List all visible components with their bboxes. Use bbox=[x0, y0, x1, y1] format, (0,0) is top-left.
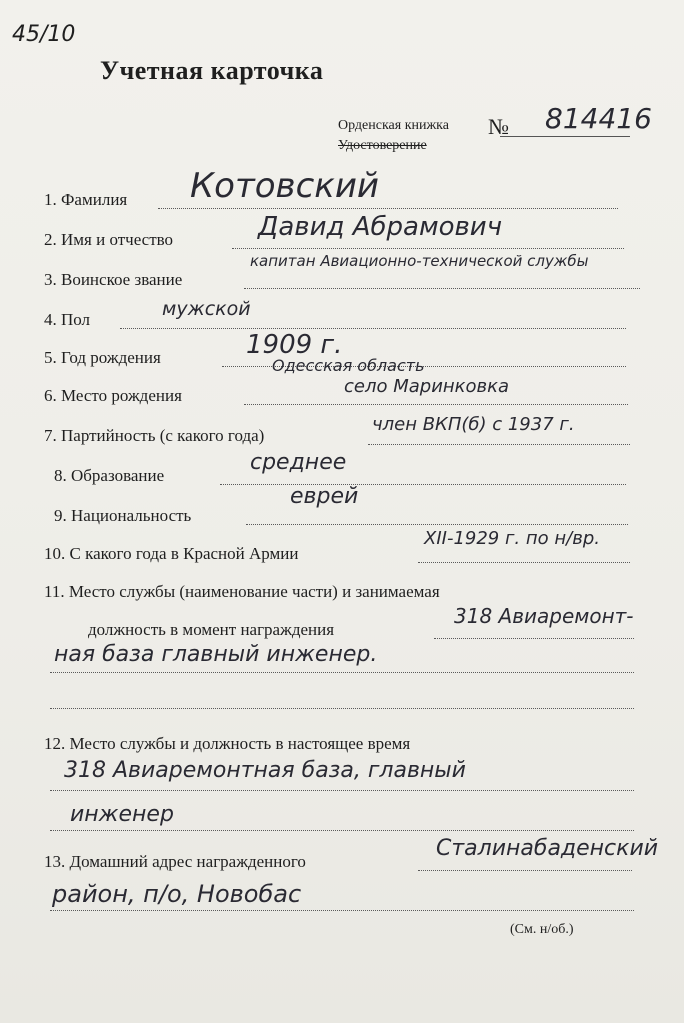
field-9-value: еврей bbox=[290, 484, 359, 509]
field-12-value-line1: 318 Авиаремонтная база, главный bbox=[64, 758, 466, 783]
field-1-value: Котовский bbox=[190, 166, 380, 206]
field-6-label: 6. Место рождения bbox=[44, 386, 182, 405]
field-1-label: 1. Фамилия bbox=[44, 190, 128, 209]
field-5-value: 1909 г. bbox=[246, 330, 343, 360]
field-10-value: XII-1929 г. по н/вр. bbox=[424, 528, 600, 549]
field-13-label: 13. Домашний адрес награжденного bbox=[44, 852, 306, 871]
field-8-line bbox=[220, 484, 626, 485]
number-sign: № bbox=[488, 114, 509, 139]
field-12-value-line2: инженер bbox=[70, 802, 174, 827]
field-7-line bbox=[368, 444, 630, 445]
field-13-line1 bbox=[418, 870, 632, 871]
field-10-label: 10. С какого года в Красной Армии bbox=[44, 544, 299, 563]
field-8-label: 8. Образование bbox=[54, 466, 165, 485]
field-4-line bbox=[120, 328, 626, 329]
number-underline bbox=[500, 136, 630, 137]
field-12-label: 12. Место службы и должность в настоящее время bbox=[44, 734, 411, 753]
field-6-value-line1: Одесская область bbox=[272, 356, 425, 375]
field-9-label: 9. Национальность bbox=[54, 506, 192, 525]
field-3-line bbox=[244, 288, 640, 289]
field-8-value: среднее bbox=[250, 450, 347, 475]
field-12-line2 bbox=[50, 830, 634, 831]
field-6-line bbox=[244, 404, 628, 405]
field-7-value: член ВКП(б) с 1937 г. bbox=[372, 414, 575, 435]
field-11-label-line1: 11. Место службы (наименование части) и занимаемая bbox=[44, 582, 440, 601]
field-11-value-line1: 318 Авиаремонт- bbox=[454, 604, 634, 628]
field-11-line2 bbox=[50, 672, 634, 673]
field-11-value-line2: ная база главный инженер. bbox=[54, 642, 378, 667]
field-2-value: Давид Абрамович bbox=[258, 212, 503, 242]
field-11-line1 bbox=[434, 638, 634, 639]
footer-note: (См. н/об.) bbox=[510, 922, 574, 937]
order-book-label: Орденская книжка bbox=[338, 118, 449, 133]
field-3-label: 3. Воинское звание bbox=[44, 270, 183, 289]
corner-note: 45/10 bbox=[12, 22, 76, 47]
field-6-value-line2: село Маринковка bbox=[344, 376, 510, 397]
field-3-value: капитан Авиационно-технической службы bbox=[250, 252, 589, 270]
bleed-through-text bbox=[480, 74, 483, 90]
field-5-label: 5. Год рождения bbox=[44, 348, 161, 367]
field-13-line2 bbox=[50, 910, 634, 911]
field-13-value-line1: Сталинабаденский bbox=[436, 836, 659, 861]
field-1-line bbox=[158, 208, 618, 209]
field-11-line3 bbox=[50, 708, 634, 709]
field-9-line bbox=[246, 524, 628, 525]
order-book-number: 814416 bbox=[545, 102, 652, 135]
field-4-label: 4. Пол bbox=[44, 310, 91, 329]
field-13-value-line2: район, п/о, Новобас bbox=[52, 880, 302, 908]
field-2-label: 2. Имя и отчество bbox=[44, 230, 174, 249]
certificate-label: Удостоверение bbox=[338, 138, 427, 153]
field-10-line bbox=[418, 562, 630, 563]
field-12-line1 bbox=[50, 790, 634, 791]
field-7-label: 7. Партийность (с какого года) bbox=[44, 426, 265, 445]
field-11-label-line2: должность в момент награждения bbox=[88, 620, 335, 639]
field-2-line bbox=[232, 248, 624, 249]
card-title: Учетная карточка bbox=[100, 56, 324, 85]
field-4-value: мужской bbox=[162, 298, 251, 320]
